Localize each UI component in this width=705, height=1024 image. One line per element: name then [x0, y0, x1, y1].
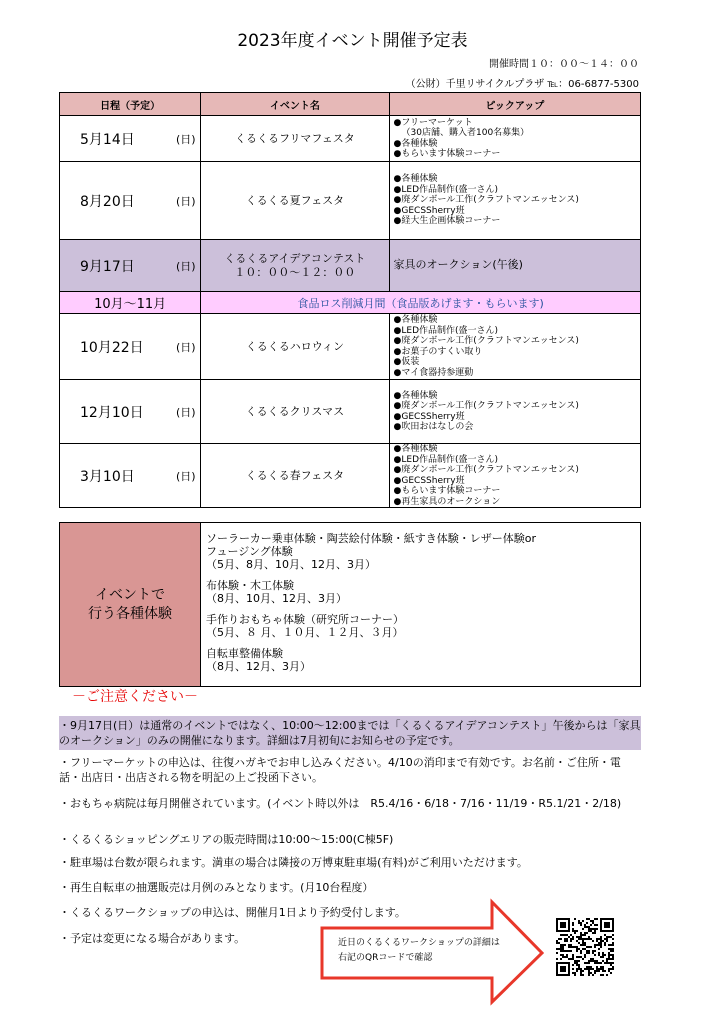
experience-line: 布体験・木工体験 [206, 579, 294, 592]
experiences-label-line1: イベントで [95, 586, 165, 603]
event-name: くるくるクリスマス [245, 404, 345, 418]
callout-text [338, 936, 500, 966]
event-date: 12月10日 [80, 404, 144, 421]
notice-item: ・駐車場は台数が限られます。満車の場合は隣接の万博東駐車場(有料)がご利用いただけます。 [59, 856, 528, 869]
experience-line: 手作りおもちゃ体験（研究所コーナー） [206, 613, 404, 626]
event-weekday: (日) [176, 405, 196, 419]
notice-item: ・おもちゃ病院は毎月開催されています。(イベント時以外は R5.4/16・6/18・7/16・11/19・R5.1/21・2/18) [59, 797, 622, 810]
pickup-item: ●もらいます体験コーナー [393, 486, 501, 496]
callout-line: 右記のQRコードで確認 [338, 953, 433, 963]
experience-months: （5月、８ 月、１０月、１２月、３月） [206, 626, 404, 639]
event-name: くるくるアイデアコンテスト [224, 251, 366, 265]
event-date: 10月22日 [80, 339, 144, 356]
notice-item: ・くるくるショッピングエリアの販売時間は10:00～15:00(C棟5F) [59, 833, 394, 846]
page-title: 2023年度イベント開催予定表 [237, 31, 468, 51]
pickup-item: ●廃ダンボール工作(クラフトマンエッセンス) [393, 401, 579, 411]
pickup-item: ●フリーマーケット [393, 117, 473, 128]
notice-item: ・くるくるワークショップの申込は、開催月1日より予約受付します。 [59, 906, 406, 919]
pickup-item: ●もらいます体験コーナー [393, 149, 501, 159]
pickup-item: ●経大生企画体験コーナー [393, 216, 501, 227]
pickup-item: ●マイ食器持参運動 [393, 367, 474, 378]
event-name: くるくる春フェスタ [245, 468, 345, 482]
pickup-item: ●各種体験 [393, 315, 438, 325]
event-name: くるくるハロウィン [245, 339, 345, 353]
experience-months: （5月、8月、10月、12月、3月） [206, 558, 376, 571]
pickup-item: ●廃ダンボール工作(クラフトマンエッセンス) [393, 465, 579, 475]
pickup-item: ●仮装 [393, 357, 420, 367]
pickup-item: ●廃ダンボール工作(クラフトマンエッセンス) [393, 195, 579, 206]
pickup-item: 家具のオークション(午後) [393, 258, 523, 272]
pickup-item: ●お菓子のすくい取り [393, 346, 483, 357]
pickup-item: （30店舗、購入者100名募集） [401, 128, 530, 138]
pickup-item: ●LED作品制作(盛一さん) [393, 454, 499, 465]
pickup-item: ●廃ダンボール工作(クラフトマンエッセンス) [393, 336, 579, 346]
pickup-item: ●LED作品制作(盛一さん) [393, 325, 499, 336]
notice-item: ・フリーマーケットの申込は、往復ハガキでお申し込みください。4/10の消印まで有効です。お名前・ご住所・電話・出店日・出店される物を明記の上ご投函下さい。 [59, 756, 621, 784]
pickup-item: ●LED作品制作(盛一さん) [393, 184, 499, 195]
event-weekday: (日) [176, 132, 196, 146]
event-date: 9月17日 [80, 258, 135, 275]
event-date: 5月14日 [80, 131, 135, 148]
pickup-item: ●吹田おはなしの会 [393, 422, 474, 432]
pickup-item: ●各種体験 [393, 138, 438, 149]
experiences-label-line2: 行う各種体験 [88, 605, 172, 622]
organization-contact: （公財）千里リサイクルプラザ ℡：06-6877-5300 [405, 79, 639, 90]
event-weekday: (日) [176, 194, 196, 208]
event-name: くるくる夏フェスタ [245, 193, 345, 207]
notice-item: ・9月17日(日）は通常のイベントではなく、10:00～12:00までは「くるくるアイデアコンテスト」午後からは「家具のオークション」のみの開催になります。詳細は7月初旬にお知らせの予定です。 [59, 716, 641, 750]
pickup-item: ●再生家具のオークション [393, 496, 501, 507]
event-hours: 開催時間１０：００～１４：００ [489, 59, 639, 70]
notice-item: ・予定は変更になる場合があります。 [59, 932, 246, 945]
qr-code-icon[interactable] [556, 918, 614, 976]
event-date: 3月10日 [80, 468, 135, 485]
pickup-item: ●各種体験 [393, 174, 438, 185]
pickup-item: ●各種体験 [393, 390, 438, 401]
experience-months: （8月、10月、12月、3月） [206, 592, 347, 605]
callout-line: 近日のくるくるワークショップの詳細は [338, 938, 500, 948]
experience-line: ソーラーカー乗車体験・陶芸絵付体験・紙すき体験・レザー体験or [206, 532, 537, 545]
event-name: くるくるフリマフェスタ [234, 131, 355, 145]
experience-line: フュージング体験 [206, 545, 293, 558]
event-time: １０：００～１２：００ [234, 265, 356, 279]
event-weekday: (日) [176, 340, 196, 354]
special-period: 10月～11月 [60, 292, 201, 314]
header-event-name: イベント名 [201, 93, 389, 116]
special-event-name: 食品ロス削減月間（食品版あげます・もらいます) [201, 292, 641, 314]
pickup-item: ●GECSSherry班 [393, 475, 465, 486]
notice-item: ・再生自転車の抽選販売は月例のみとなります。(月10台程度） [59, 881, 374, 894]
header-pickup: ピックアップ [389, 93, 640, 116]
notice-heading: －ご注意ください－ [72, 689, 198, 705]
pickup-item: ●GECSSherry班 [393, 411, 465, 422]
event-weekday: (日) [176, 469, 196, 483]
event-weekday: (日) [176, 259, 196, 273]
header-date: 日程（予定） [60, 93, 201, 116]
pickup-item: ●各種体験 [393, 444, 438, 454]
event-date: 8月20日 [80, 193, 135, 210]
experience-line: 自転車整備体験 [206, 647, 283, 660]
experience-months: （8月、12月、3月） [206, 660, 311, 673]
pickup-item: ●GECSSherry班 [393, 205, 465, 216]
